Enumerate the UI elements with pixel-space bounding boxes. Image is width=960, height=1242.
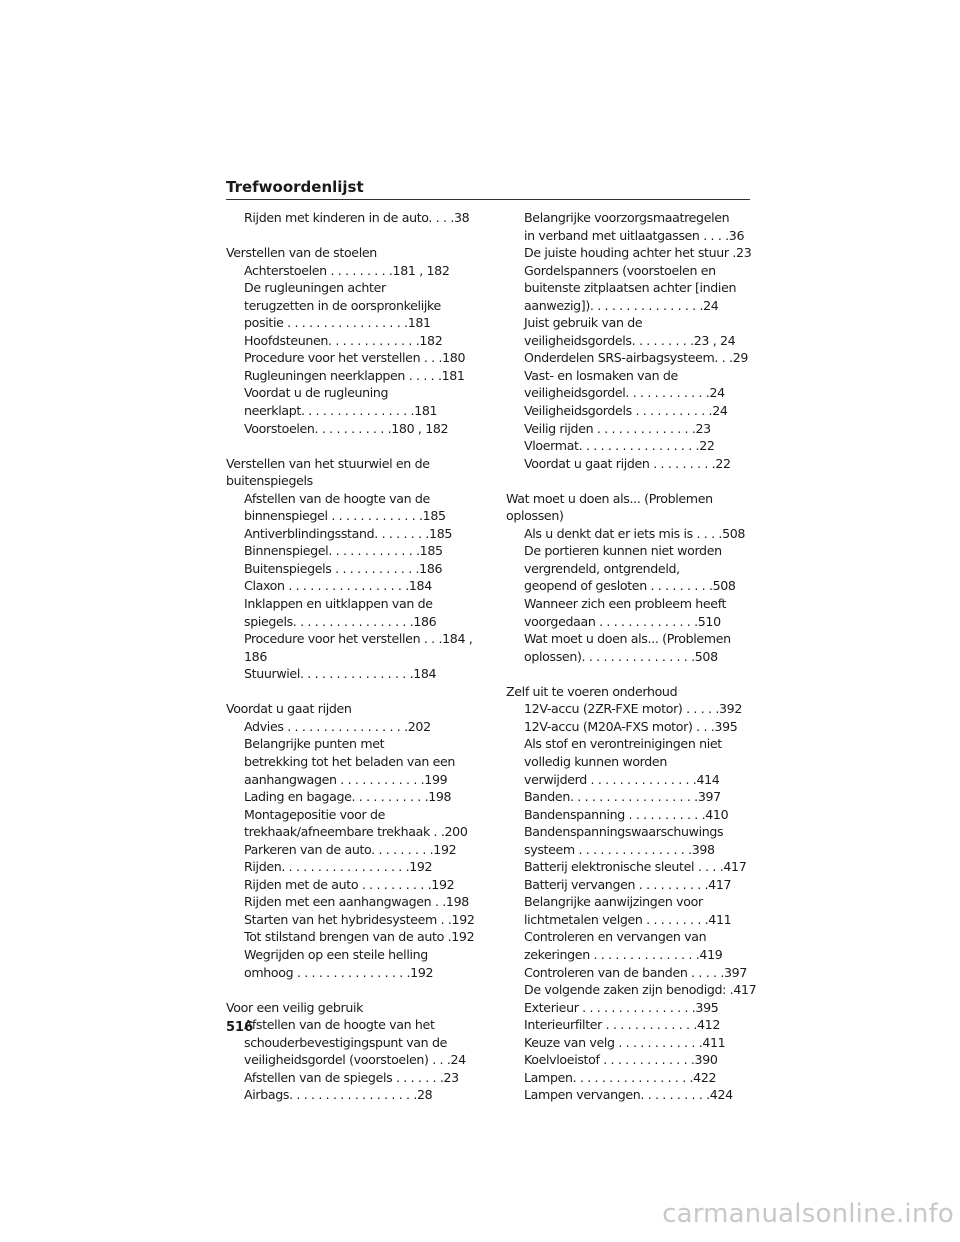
index-entry: Claxon . . . . . . . . . . . . . . . . .184 (244, 578, 432, 594)
index-entry: Batterij elektronische sleutel . . . .417 (524, 859, 747, 875)
entry-gap (226, 683, 476, 701)
index-entry: Rijden met de auto . . . . . . . . . .192 (244, 876, 455, 892)
index-entry: omhoog . . . . . . . . . . . . . . . .192 (244, 964, 434, 980)
entry-gap (506, 665, 756, 683)
index-entry: De juiste houding achter het stuur .23 (524, 245, 752, 261)
index-entry: vergrendeld, ontgrendeld, (524, 560, 680, 576)
index-entry: Inklappen en uitklappen van de (244, 596, 433, 612)
index-entry: Achterstoelen . . . . . . . . .181 , 182 (244, 262, 450, 278)
entry-gap (226, 227, 476, 245)
index-entry: Controleren van de banden . . . . .397 (524, 964, 747, 980)
index-entry: Voorstoelen. . . . . . . . . . .180 , 182 (244, 420, 449, 436)
index-entry: aanhangwagen . . . . . . . . . . . .199 (244, 771, 448, 787)
index-entry: 12V-accu (M20A-FXS motor) . . .395 (524, 718, 738, 734)
index-entry: Advies . . . . . . . . . . . . . . . . .202 (244, 718, 431, 734)
index-entry: Hoofdsteunen. . . . . . . . . . . . .182 (244, 332, 443, 348)
index-entry: Wat moet u doen als... (Problemen (524, 631, 731, 647)
index-entry: schouderbevestigingspunt van de (244, 1034, 447, 1050)
index-entry: Montagepositie voor de (244, 806, 385, 822)
watermark: carmanualsonline.info (662, 1199, 954, 1229)
index-entry: Belangrijke punten met (244, 736, 385, 752)
index-entry: veiligheidsgordel. . . . . . . . . . . .24 (524, 385, 725, 401)
index-entry: verwijderd . . . . . . . . . . . . . . .414 (524, 771, 720, 787)
index-heading: Verstellen van het stuurwiel en de (226, 455, 430, 471)
index-entry: spiegels. . . . . . . . . . . . . . . . .186 (244, 613, 437, 629)
index-entry: De rugleuningen achter (244, 280, 386, 296)
index-column-right (506, 209, 756, 1104)
index-entry: Rugleuningen neerklappen . . . . .181 (244, 367, 465, 383)
entry-gap (226, 981, 476, 999)
index-entry: systeem . . . . . . . . . . . . . . . .398 (524, 841, 715, 857)
page-title: Trefwoordenlijst (226, 178, 364, 196)
index-entry: Gordelspanners (voorstoelen en (524, 262, 716, 278)
index-entry: voorgedaan . . . . . . . . . . . . . .510 (524, 613, 721, 629)
index-entry: De volgende zaken zijn benodigd: .417 (524, 982, 757, 998)
index-entry: Bandenspanning . . . . . . . . . . .410 (524, 806, 729, 822)
index-entry: Buitenspiegels . . . . . . . . . . . .186 (244, 560, 443, 576)
index-entry: Airbags. . . . . . . . . . . . . . . . . .28 (244, 1087, 433, 1103)
index-entry: Exterieur . . . . . . . . . . . . . . . .395 (524, 999, 719, 1015)
index-entry: 186 (244, 648, 267, 664)
index-entry: neerklapt. . . . . . . . . . . . . . . .181 (244, 403, 438, 419)
index-entry: Juist gebruik van de (524, 315, 643, 331)
index-heading: Verstellen van de stoelen (226, 245, 377, 261)
index-entry: Als u denkt dat er iets mis is . . . .508 (524, 525, 746, 541)
index-entry: Veilig rijden . . . . . . . . . . . . . .23 (524, 420, 711, 436)
index-entry: lichtmetalen velgen . . . . . . . . .411 (524, 911, 732, 927)
index-entry: Wanneer zich een probleem heeft (524, 596, 727, 612)
index-heading: Voor een veilig gebruik (226, 999, 364, 1015)
index-entry: Lampen. . . . . . . . . . . . . . . . .422 (524, 1069, 717, 1085)
index-entry: Batterij vervangen . . . . . . . . . .417 (524, 876, 732, 892)
index-column-left (226, 209, 476, 1104)
index-entry: Lampen vervangen. . . . . . . . . .424 (524, 1087, 733, 1103)
index-entry: Rijden met kinderen in de auto. . . .38 (244, 210, 470, 225)
index-entry: Wegrijden op een steile helling (244, 946, 428, 962)
title-divider (226, 199, 750, 200)
index-entry: Interieurfilter . . . . . . . . . . . . .412 (524, 1017, 720, 1033)
page-number: 516 (226, 1020, 254, 1035)
index-entry: Antiverblindingsstand. . . . . . . .185 (244, 525, 453, 541)
entry-gap (226, 437, 476, 455)
index-entry: in verband met uitlaatgassen . . . .36 (524, 227, 745, 243)
index-entry: Stuurwiel. . . . . . . . . . . . . . . .184 (244, 666, 437, 682)
index-entry: betrekking tot het beladen van een (244, 753, 456, 769)
index-heading: oplossen) (506, 508, 564, 524)
index-entry: 12V-accu (2ZR-FXE motor) . . . . .392 (524, 701, 742, 717)
index-entry: Voordat u gaat rijden . . . . . . . . .22 (524, 455, 731, 471)
index-entry: Koelvloeistof . . . . . . . . . . . . .390 (524, 1052, 718, 1068)
index-entry: oplossen). . . . . . . . . . . . . . . .508 (524, 648, 718, 664)
index-entry: Starten van het hybridesysteem . .192 (244, 911, 475, 927)
index-entry: Onderdelen SRS-airbagsysteem. . .29 (524, 350, 749, 366)
index-entry: volledig kunnen worden (524, 753, 667, 769)
index-entry: aanwezig]). . . . . . . . . . . . . . . .24 (524, 297, 719, 313)
index-entry: Parkeren van de auto. . . . . . . . .192 (244, 841, 457, 857)
index-entry: Banden. . . . . . . . . . . . . . . . . .397 (524, 789, 721, 805)
index-entry: buitenste zitplaatsen achter [indien (524, 280, 737, 296)
index-entry: Binnenspiegel. . . . . . . . . . . . .185 (244, 543, 443, 559)
index-entry: positie . . . . . . . . . . . . . . . . .181 (244, 315, 431, 331)
index-heading: buitenspiegels (226, 473, 313, 489)
index-entry: De portieren kunnen niet worden (524, 543, 722, 559)
index-entry: zekeringen . . . . . . . . . . . . . . .419 (524, 946, 723, 962)
index-entry: trekhaak/afneembare trekhaak . .200 (244, 824, 468, 840)
index-entry: Procedure voor het verstellen . . .180 (244, 350, 466, 366)
index-entry: Voordat u de rugleuning (244, 385, 389, 401)
index-entry: Procedure voor het verstellen . . .184 , (244, 631, 473, 647)
index-entry: Vast- en losmaken van de (524, 367, 678, 383)
index-entry: Controleren en vervangen van (524, 929, 707, 945)
index-entry: veiligheidsgordel (voorstoelen) . . .24 (244, 1052, 466, 1068)
index-entry: geopend of gesloten . . . . . . . . .508 (524, 578, 736, 594)
index-entry: veiligheidsgordels. . . . . . . . .23 , 24 (524, 332, 736, 348)
index-entry: Rijden met een aanhangwagen . .198 (244, 894, 469, 910)
index-entry: Bandenspanningswaarschuwings (524, 824, 724, 840)
index-entry: terugzetten in de oorspronkelijke (244, 297, 441, 313)
index-entry: Lading en bagage. . . . . . . . . . .198 (244, 789, 452, 805)
index-heading: Voordat u gaat rijden (226, 701, 352, 717)
index-entry: Als stof en verontreinigingen niet (524, 736, 722, 752)
index-entry: Afstellen van de spiegels . . . . . . .23 (244, 1069, 459, 1085)
index-heading: Wat moet u doen als... (Problemen (506, 490, 713, 506)
index-heading: Zelf uit te voeren onderhoud (506, 683, 678, 699)
index-entry: Afstellen van de hoogte van de (244, 490, 430, 506)
index-entry: binnenspiegel . . . . . . . . . . . . .185 (244, 508, 446, 524)
index-entry: Tot stilstand brengen van de auto .192 (244, 929, 475, 945)
entry-gap (506, 472, 756, 490)
index-entry: Vloermat. . . . . . . . . . . . . . . . .22 (524, 438, 715, 454)
index-entry: Belangrijke voorzorgsmaatregelen (524, 210, 730, 225)
index-entry: Keuze van velg . . . . . . . . . . . .411 (524, 1034, 726, 1050)
index-entry: Rijden. . . . . . . . . . . . . . . . . .192 (244, 859, 433, 875)
index-entry: Veiligheidsgordels . . . . . . . . . . .24 (524, 403, 728, 419)
index-entry: Belangrijke aanwijzingen voor (524, 894, 703, 910)
index-entry: Afstellen van de hoogte van het (244, 1017, 435, 1033)
